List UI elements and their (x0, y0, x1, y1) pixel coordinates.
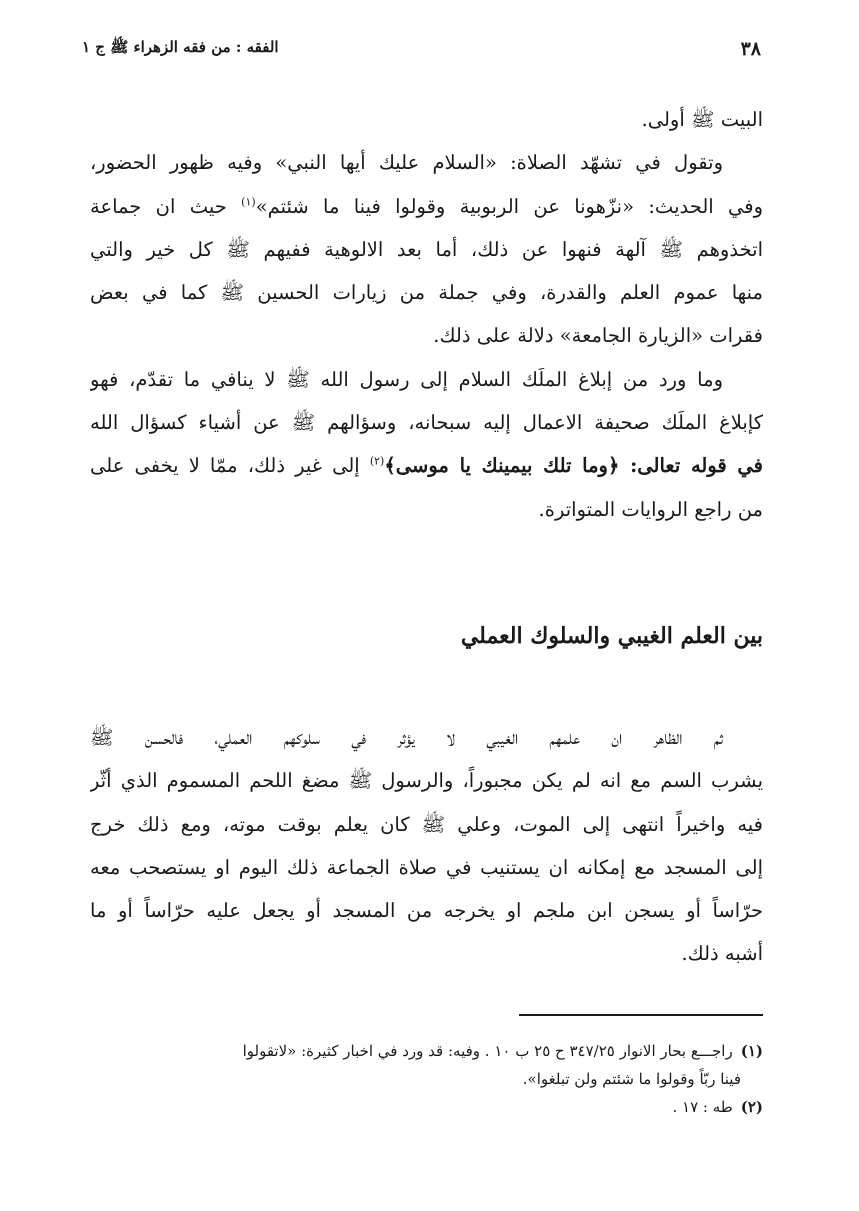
footnotes (86, 1037, 763, 1121)
text-line (90, 444, 763, 487)
section-heading: بين العلم الغيبي والسلوك العملي (460, 623, 763, 649)
text-line: كإبلاغ الملَك صحيفة الاعمال إليه سبحانه، وسؤالهم ﷺ عن أشياء كسؤال الله (90, 411, 763, 435)
footnote-ref-2: (٢) (369, 454, 385, 468)
text-line: يشرب السم مع انه لم يكن مجبوراً، والرسول ﷺ مضغ اللحم المسموم الذي أثّر (90, 769, 763, 793)
footnote-text: راجـــع بحار الانوار ٣٤٧/٢٥ ح ٢٥ ب ١٠ . وفيه: قد ورد في اخبار كثيرة: «لاتقولوا (242, 1042, 733, 1060)
footnote-text: طه : ١٧ . (672, 1098, 733, 1116)
text-line: منها عموم العلم والقدرة، وفي جملة من زيارات الحسين ﷺ كما في بعض (90, 281, 763, 305)
text-line: من راجع الروايات المتواترة. (538, 497, 763, 521)
section-text (90, 716, 763, 976)
text-line: البيت ﷺ أولى. (641, 108, 763, 131)
page-number: ٣٨ (740, 38, 761, 60)
footnote-1-continuation: فينا ربّاً وقولوا ما شئتم ولن تبلغوا». (522, 1070, 741, 1088)
page-header (82, 36, 761, 62)
text-line: أشبه ذلك. (681, 942, 763, 966)
text-line-part: حيث ان جماعة (90, 194, 242, 218)
text-line: وتقول في تشهّد الصلاة: «السلام عليك أيها النبي» وفيه ظهور الحضور، (90, 151, 723, 175)
text-line: اتخذوهم ﷺ آلهة فنهوا عن ذلك، أما بعد الالوهية ففيهم ﷺ كل خير والتي (90, 237, 763, 261)
text-line: وما ورد من إبلاغ الملَك السلام إلى رسول الله ﷺ لا ينافي ما تقدّم، فهو (90, 367, 723, 391)
text-line: فقرات «الزيارة الجامعة» دلالة على ذلك. (433, 324, 763, 348)
footnote-number: (٢) (740, 1098, 763, 1116)
text-line (90, 185, 763, 228)
quran-quote: في قوله تعالى: ﴿وما تلك بيمينك يا موسى﴾ (384, 454, 763, 478)
footnote-ref-1: (١) (241, 195, 256, 209)
text-line: فيه واخيراً انتهى إلى الموت، وعلي ﷺ كان يعلم بوقت موته، ومع ذلك خرج (90, 812, 763, 836)
text-line: ثم الظاهر ان علمهم الغيبي لا يؤثر في سلوكهم العملي، فالحسن ﷺ (90, 726, 723, 749)
footnote-1 (86, 1037, 763, 1065)
text-line: إلى المسجد مع إمكانه ان يستنيب في صلاة الجماعة ذلك اليوم او يستصحب معه (90, 855, 763, 879)
footnote-2 (86, 1093, 763, 1121)
text-line-part: وفي الحديث: «نزّهونا عن الربوبية وقولوا فينا ما شئتم» (255, 194, 763, 218)
footnote-divider (519, 1014, 763, 1016)
text-line-part: إلى غير ذلك، ممّا لا يخفى على (90, 454, 370, 478)
main-text (90, 98, 763, 531)
footnote-number: (١) (740, 1042, 763, 1060)
running-title: الفقه : من فقه الزهراء ﷺ ج ١ (82, 38, 279, 56)
text-line: حرّاساً أو يسجن ابن ملجم او يخرجه من المسجد أو يجعل عليه حرّاساً أو ما (90, 899, 763, 923)
